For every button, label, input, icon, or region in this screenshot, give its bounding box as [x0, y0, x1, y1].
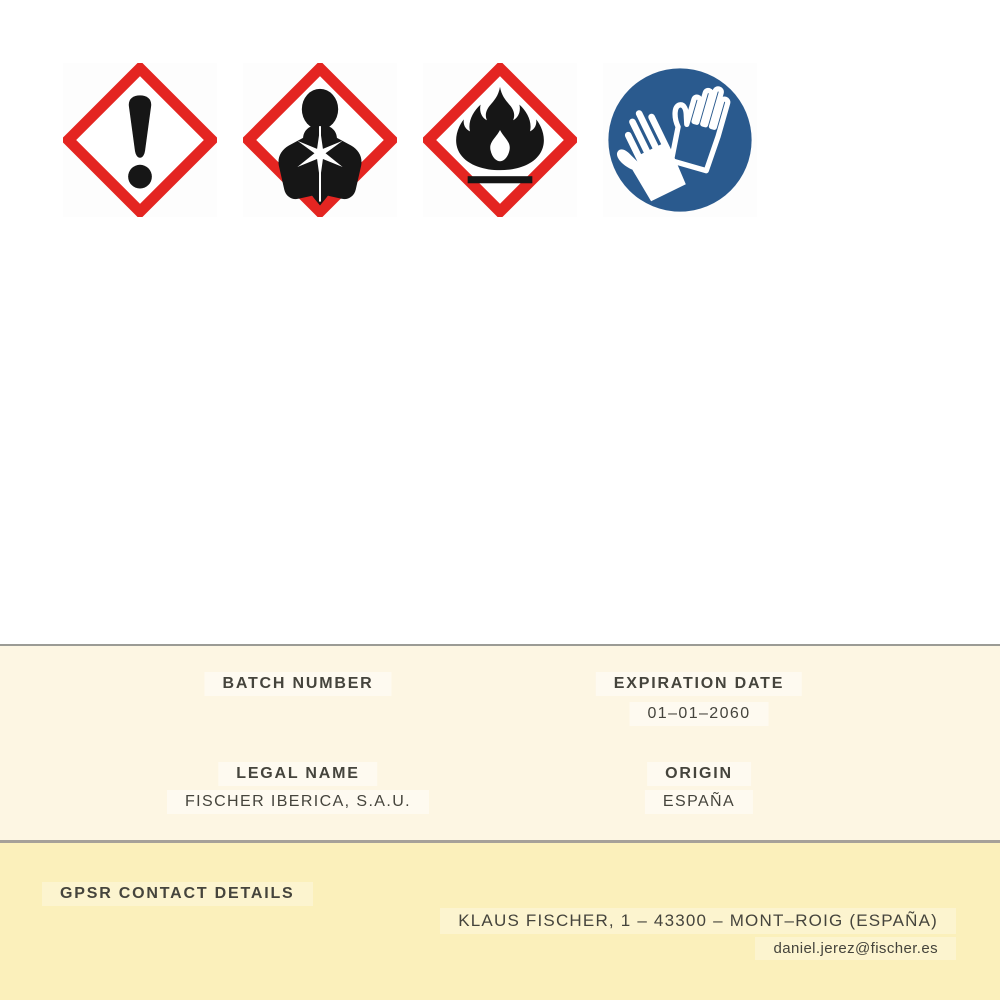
ghs08-health-hazard-svg [243, 63, 397, 217]
m009-wear-gloves-icon [603, 63, 757, 217]
legal-name-value: FISCHER IBERICA, S.A.U. [167, 790, 429, 814]
expiration-date-label: EXPIRATION DATE [596, 672, 802, 696]
gpsr-address: KLAUS FISCHER, 1 – 43300 – MONT–ROIG (ESPAÑA) [440, 908, 956, 934]
ghs07-exclamation-svg [63, 63, 217, 217]
legal-name-label: LEGAL NAME [218, 762, 377, 786]
origin-label: ORIGIN [647, 762, 751, 786]
gpsr-contact-heading: GPSR CONTACT DETAILS [42, 882, 313, 906]
gpsr-email: daniel.jerez@fischer.es [755, 937, 956, 960]
ghs08-health-hazard-icon [243, 63, 397, 217]
m009-wear-gloves-svg [603, 63, 757, 217]
ghs02-flammable-icon [423, 63, 577, 217]
expiration-date-value: 01–01–2060 [630, 702, 769, 726]
origin-value: ESPAÑA [645, 790, 753, 814]
ghs07-exclamation-icon [63, 63, 217, 217]
details-panel [0, 646, 1000, 840]
ghs02-flammable-svg [423, 63, 577, 217]
batch-number-label: BATCH NUMBER [204, 672, 391, 696]
